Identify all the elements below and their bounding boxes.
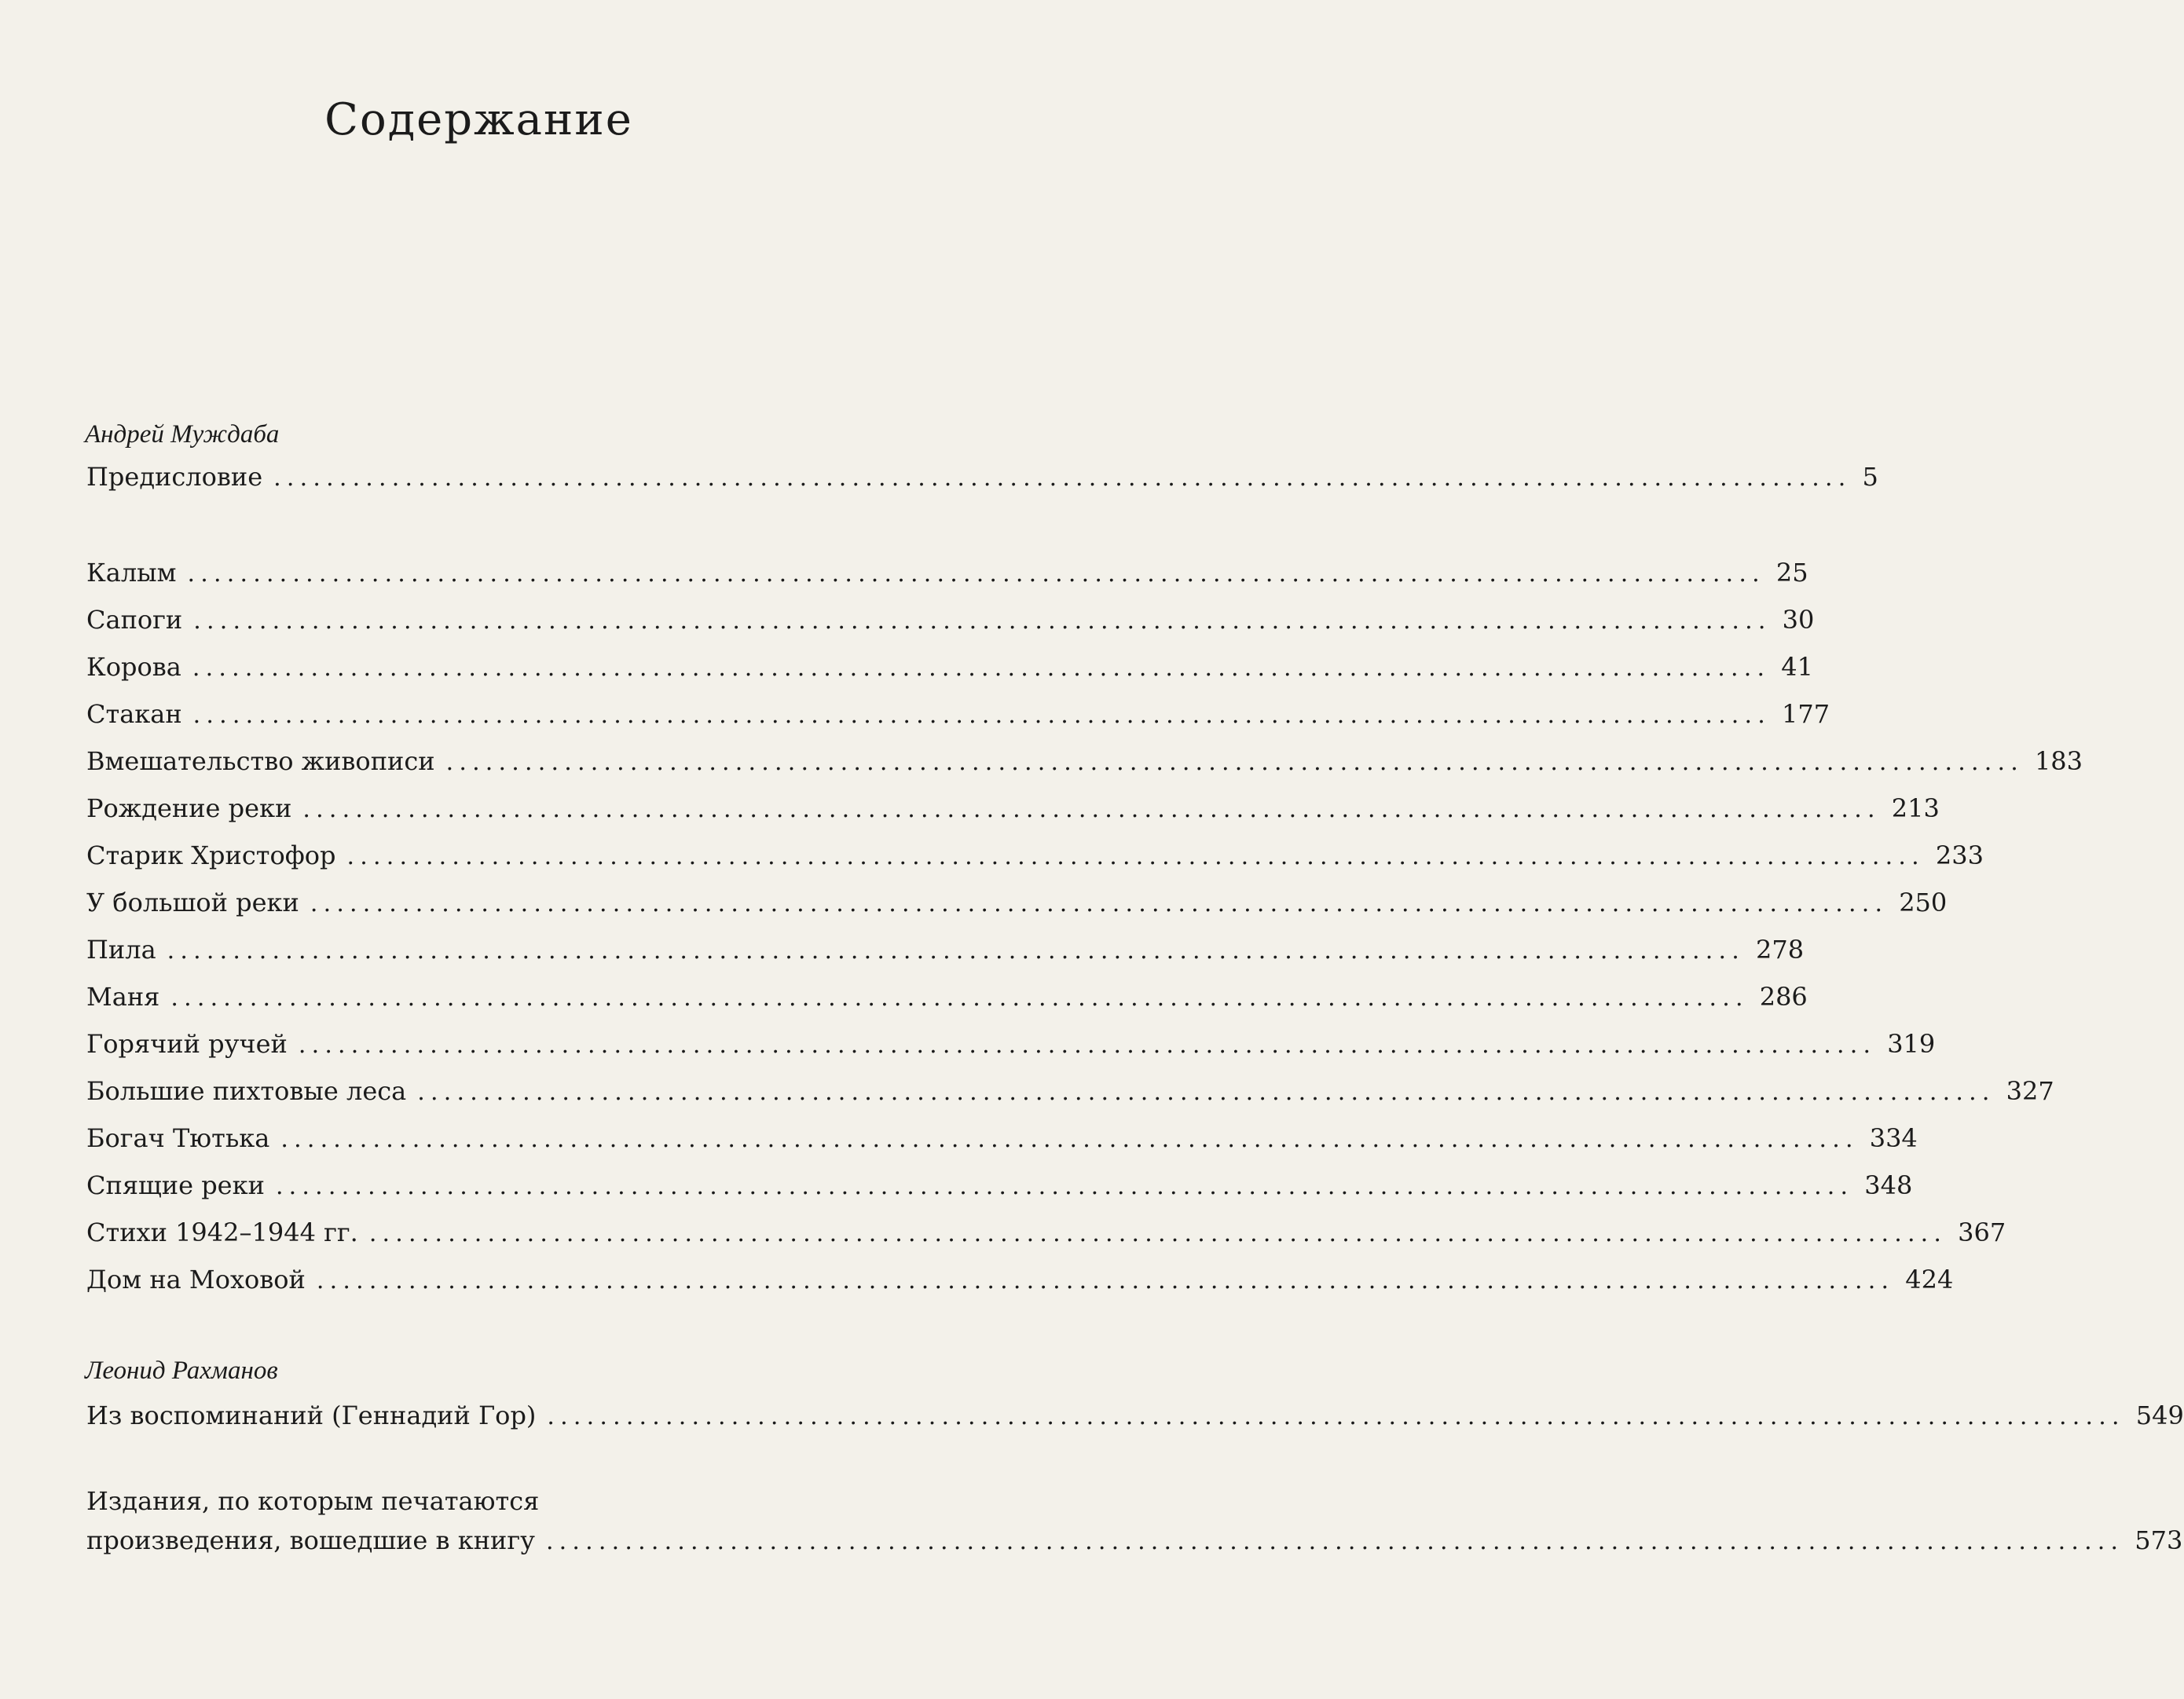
leader-dots: ........................................................................................................................ [192,701,1772,729]
toc-entry-page: 424 [1905,1265,1954,1294]
toc-entry [86,1217,2006,1257]
toc-entry-title-line1: Издания, по которым печатаются [86,1486,540,1516]
leader-dots: ........................................................................................................................ [545,1528,2124,1555]
toc-entry [86,935,1805,974]
toc-entry-page: 5 [1862,462,1878,492]
toc-entry-page: 41 [1781,652,1813,682]
leader-dots: ........................................................................................................................ [280,1126,1859,1153]
toc-entry-page: 30 [1782,605,1815,635]
toc-entry-page: 573 [2135,1525,2183,1555]
toc-entry-page: 177 [1782,699,1830,729]
toc-entry-title: Маня [86,982,160,1012]
toc-entry-page: 348 [1864,1170,1913,1200]
toc-entry-title: У большой реки [86,888,299,917]
toc-entry-title: Предисловие [86,462,263,492]
leader-dots: ........................................................................................................................ [547,1403,2125,1430]
toc-entry [86,1076,2054,1115]
toc-entry-row [86,1525,2183,1565]
leader-dots: ........................................................................................................................ [316,1267,1895,1294]
toc-entry-multiline [86,1486,2183,1565]
toc-entry [86,699,1830,738]
toc-entry-page: 327 [2006,1076,2054,1106]
toc-entry-title: Вмешательство живописи [86,746,435,776]
leader-dots: ........................................................................................................................ [192,654,1771,682]
toc-entry-page: 334 [1869,1123,1918,1153]
toc-entry-title: Стихи 1942–1944 гг. [86,1217,358,1247]
leader-dots: ........................................................................................................................ [302,796,1881,823]
leader-dots: ........................................................................................................................ [445,749,2024,776]
toc-entry-title: Рождение реки [86,793,292,823]
toc-entry [86,793,1940,833]
leader-dots: ........................................................................................................................ [273,464,1852,492]
leader-dots: ........................................................................................................................ [167,937,1745,965]
toc-entry-title: Старик Христофор [86,840,336,870]
toc-entry-title-line2: произведения, вошедшие в книгу [86,1525,535,1555]
toc-entry [86,1265,1954,1304]
toc-entry [86,462,1878,501]
leader-dots: ........................................................................................................................ [310,890,1889,917]
toc-entry [86,1029,1936,1068]
toc-entry-title: Богач Тютька [86,1123,270,1153]
toc-entry-title: Корова [86,652,181,682]
toc-entry-title: Сапоги [86,605,183,635]
leader-dots: ........................................................................................................................ [346,843,1925,870]
toc-entry-page: 233 [1935,840,1984,870]
toc-entry-page: 183 [2034,746,2083,776]
section-author: Андрей Муждаба [85,420,280,449]
toc-entry [86,840,1984,880]
toc-entry [86,746,2083,785]
toc-entry-page: 278 [1755,935,1805,965]
toc-entry-page: 250 [1899,888,1948,917]
toc-entry-page: 549 [2135,1401,2184,1430]
toc-entry-page: 367 [1958,1217,2006,1247]
leader-dots: ........................................................................................................................ [193,607,1772,635]
page-title: Содержание [324,94,633,145]
toc-entry-title: Пила [86,935,156,965]
toc-entry [86,558,1808,597]
leader-dots: ........................................................................................................................ [298,1031,1877,1059]
toc-entry-page: 319 [1887,1029,1936,1059]
toc-entry [86,982,1808,1021]
toc-entry-title: Горячий ручей [86,1029,288,1059]
toc-entry [86,888,1948,927]
toc-entry [86,605,1815,644]
section-author: Леонид Рахманов [85,1357,278,1385]
leader-dots: ........................................................................................................................ [368,1220,1948,1247]
leader-dots: ........................................................................................................................ [417,1078,1995,1106]
leader-dots: ........................................................................................................................ [170,984,1749,1012]
toc-entry-page: 286 [1759,982,1808,1012]
toc-entry-title: Большие пихтовые леса [86,1076,407,1106]
toc-entry [86,652,1813,691]
toc-entry-page: 213 [1891,793,1940,823]
leader-dots: ........................................................................................................................ [187,560,1765,588]
toc-entry-title: Калым [86,558,177,588]
toc-entry-title: Стакан [86,699,182,729]
toc-entry-title: Из воспоминаний (Геннадий Гор) [86,1401,537,1430]
toc-entry [86,1123,1918,1163]
toc-entry [86,1401,2184,1440]
toc-entry [86,1170,1913,1210]
toc-entry-title: Спящие реки [86,1170,265,1200]
toc-entry-title: Дом на Моховой [86,1265,306,1294]
toc-entry-page: 25 [1775,558,1808,588]
leader-dots: ........................................................................................................................ [275,1173,1854,1200]
